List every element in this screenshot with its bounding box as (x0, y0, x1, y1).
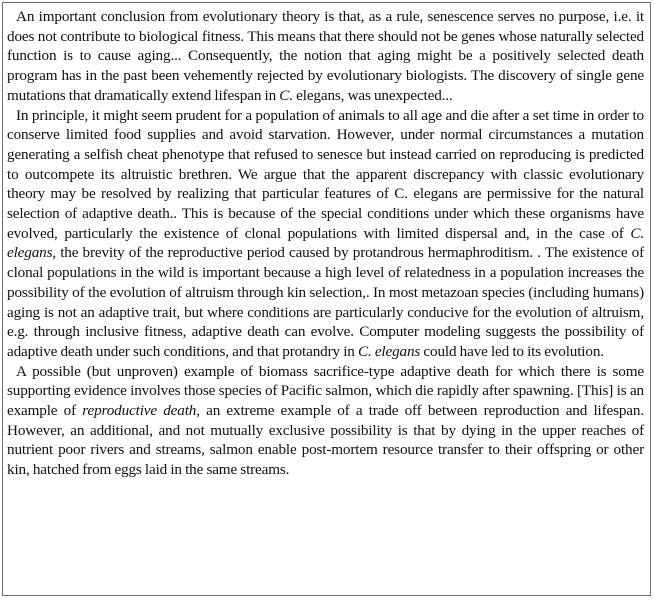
paragraph-text: , an extreme example of a trade off between reproduction and lifespan. However, an additional, and not mutually exclusive possibility is that by dying in the upper reaches of nutrient poor rivers and streams, salmon enable post-mortem resource transfer to their offspring or other kin, hatched from eggs laid in the same streams. (7, 402, 644, 479)
paragraph-2 (7, 106, 644, 362)
paragraph-text: could have led to its evolution. (420, 342, 604, 360)
paragraph-text: In principle, it might seem prudent for a population of animals to all age and die after a set time in order to conserve limited food supplies and avoid starvation. However, under normal circumstances a mutation generating a selfish cheat phenotype that refused to senesce but instead carried on reproducing is predicted to outcompete its altruistic brethren. We argue that the apparent discrepancy with classic evolutionary theory may be resolved by realizing that particular features of C. elegans are permissive for the natural selection of adaptive death.. This is because of the special conditions under which these organisms have evolved, particularly the existence of clonal populations with limited dispersal and, in the case of (7, 106, 644, 242)
paragraph-text: A possible (but unproven) example of biomass sacrifice-type adaptive death for which there is some supporting evidence involves those species of Pacific salmon, which die rapidly after spawning. [This] is an example of (7, 362, 644, 420)
paragraph-text: An important conclusion from evolutionary theory is that, as a rule, senescence serves no purpose, i.e. it does not contribute to biological fitness. This means that there should not be genes whose naturally selected function is to cause aging... Consequently, the notion that aging might be a positively selected death program has in the past been vehemently rejected by evolutionary biologists. The discovery of single gene mutations that dramatically extend lifespan in (7, 8, 644, 104)
italic-species-name: C. (279, 86, 293, 104)
italic-term: reproductive death (82, 402, 197, 420)
italic-species-name: C. elegans (357, 342, 421, 360)
text-page (2, 2, 651, 596)
paragraph-text: elegans, was unexpected... (292, 86, 453, 104)
paragraph-3 (7, 362, 644, 480)
paragraph-1 (7, 7, 644, 106)
paragraph-text: , the brevity of the reproductive period caused by protandrous hermaphroditism. . The existence of clonal populations in the wild is important because a high level of relatedness in a population increases the possibility of the evolution of altruism through kin selection,. In most metazoan species (including humans) aging is not an adaptive trait, but where conditions are particularly conducive for the evolution of altruism, e.g. through inclusive fitness, adaptive death can evolve. Computer modeling suggests the possibility of adaptive death under such conditions, and that protandry in (7, 244, 644, 360)
italic-species-name: C. elegans (7, 224, 644, 262)
